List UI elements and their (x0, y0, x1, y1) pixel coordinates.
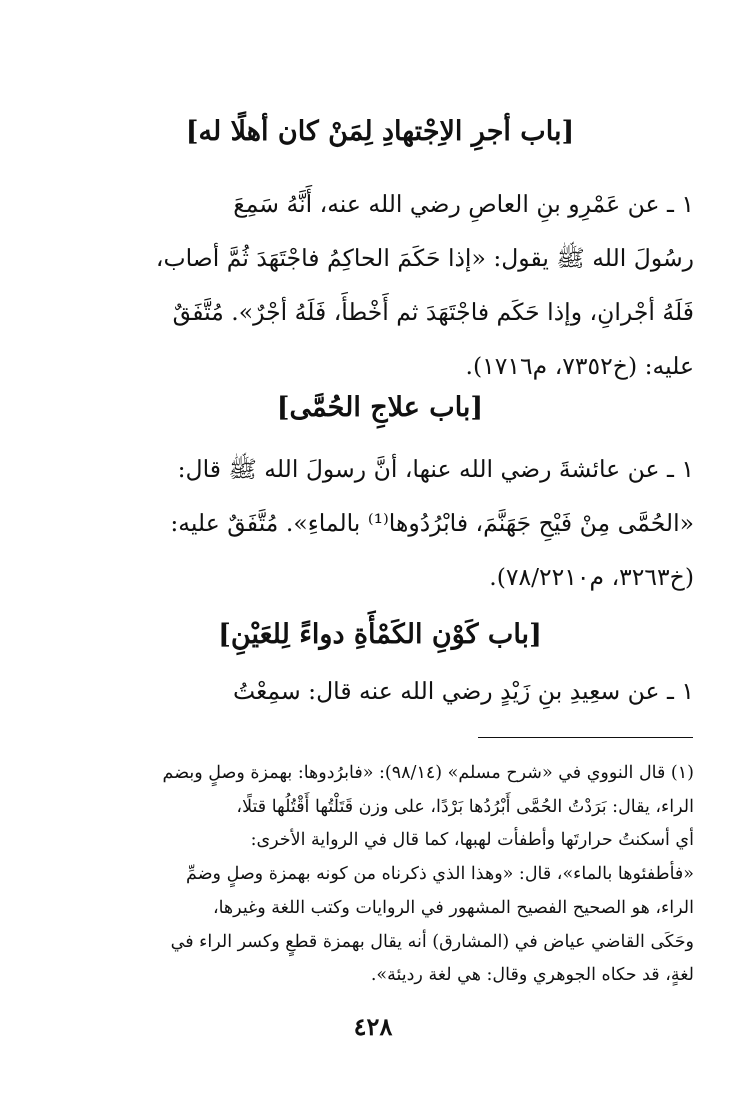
page-number: ٤٢٨ (353, 1012, 393, 1041)
footnote-line: وحَكَى القاضي عياض في (المشارق) أنه يقال بهمزة قطعٍ وكسر الراء في (170, 931, 694, 952)
section-heading-truffle-medicine: [باب كَوْنِ الكَمْأَةِ دواءً لِلعَيْنِ] (218, 619, 542, 650)
footnote-line: الراء، يقال: بَرَدْتُ الحُمَّى أَبْرُدُها بَرْدًا، على وزن قَتَلْتُها أَقْتُلُها قتلًا، (236, 796, 694, 817)
text-line: «الحُمَّى مِنْ فَيْحِ جَهَنَّمَ، فابْرُدُوها⁽¹⁾ بالماءِ». مُتَّفَقٌ عليه: (170, 509, 694, 537)
text-line: رسُولَ الله ﷺ يقول: «إذا حَكَمَ الحاكِمُ فاجْتَهَدَ ثُمَّ أصاب، (155, 244, 694, 272)
text-line: (خ٣٢٦٣، م٧٨/٢٢١٠). (489, 563, 694, 591)
footnote-line: لغةٍ، قد حكاه الجوهري وقال: هي لغة رديئة». (370, 965, 694, 986)
text-line: ١ ـ عن عائشةَ رضي الله عنها، أنَّ رسولَ الله ﷺ قال: (177, 455, 694, 483)
hadith-text-fever (66, 442, 694, 604)
footnote (66, 757, 694, 993)
section-heading-treating-fever: [باب علاجِ الحُمَّى] (276, 392, 484, 423)
footnote-line: الراء، هو الصحيح الفصيح المشهور في الروايات وكتب اللغة وغيرها، (212, 897, 694, 918)
footnote-line: (١) قال النووي في «شرح مسلم» (٩٨/١٤): «فابرُدوها: بهمزة وصلٍ وبضم (162, 763, 694, 783)
hadith-text-truffle (66, 664, 694, 718)
hadith-text-ijtihad (66, 177, 694, 393)
text-line: عليه: (خ٧٣٥٢، م١٧١٦). (465, 352, 694, 380)
text-line: ١ ـ عن عَمْرِو بنِ العاصِ رضي الله عنه، أَنَّهُ سَمِعَ (233, 190, 694, 218)
section-heading-reward-of-ijtihad: [باب أجرِ الاِجْتهادِ لِمَنْ كان أهلًا له] (185, 116, 575, 147)
text-line: ١ ـ عن سعِيدِ بنِ زَيْدٍ رضي الله عنه قال: سمِعْتُ (233, 677, 694, 705)
footnote-separator (478, 737, 693, 738)
text-line: فَلَهُ أجْرانِ، وإذا حَكَم فاجْتَهَدَ ثم أَخْطأَ، فَلَهُ أجْرٌ». مُتَّفَقٌ (172, 298, 694, 326)
footnote-line: أي أسكنتُ حرارتَها وأطفأت لهبها، كما قال في الرواية الأخرى: (250, 830, 694, 851)
footnote-line: «فأطفئوها بالماء»، قال: «وهذا الذي ذكرناه من كونه بهمزة وصلٍ وضمِّ (186, 864, 694, 885)
